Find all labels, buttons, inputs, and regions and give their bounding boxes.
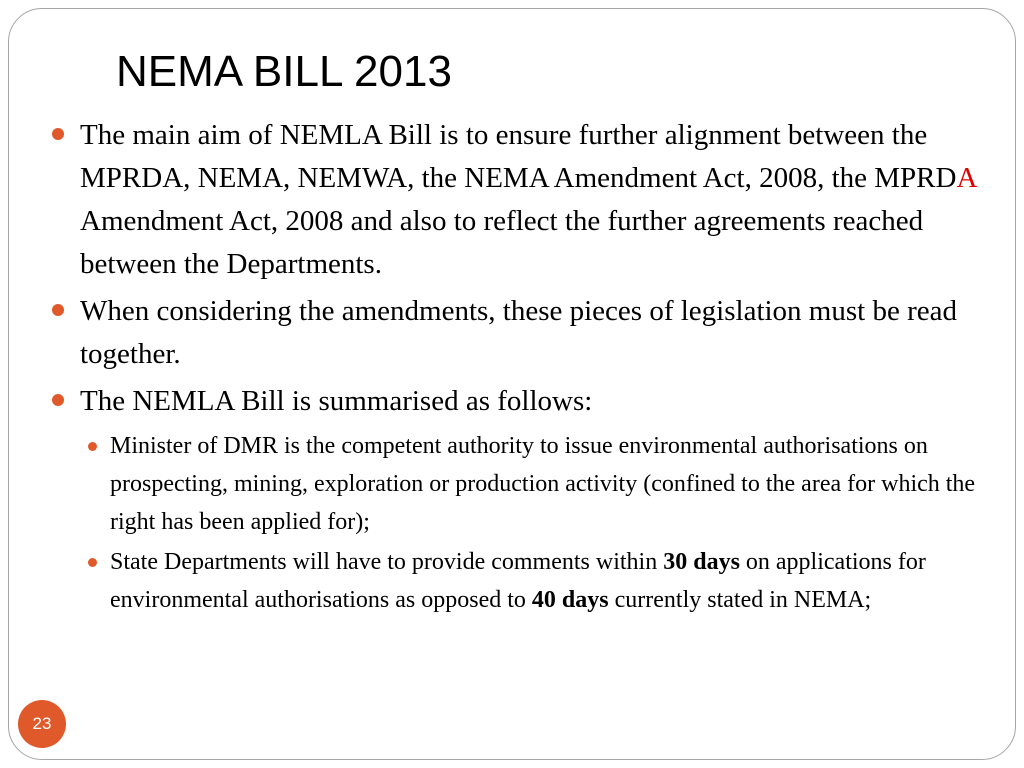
bullet-text: When considering the amendments, these pieces of legislation must be read together.: [80, 295, 957, 370]
bullet-dot-icon: [52, 304, 64, 316]
sub-bullet-text: Minister of DMR is the competent authority to issue environmental authorisations on prospecting, mining, exploration or production activity (confined to the area for which the right has been applied for);: [110, 433, 976, 535]
bullet-text-continued: Amendment Act, 2008 and also to reflect the further agreements reached between the Departments.: [80, 205, 924, 280]
sub-bullet-text: currently stated in NEMA;: [608, 587, 872, 613]
emphasis-30-days: 30 days: [663, 549, 740, 575]
page-number-badge: 23: [18, 700, 66, 748]
bullet-item-amendments: [48, 290, 988, 376]
bullet-text: The NEMLA Bill is summarised as follows:: [80, 385, 593, 417]
sub-bullet-item-comments: [48, 543, 988, 619]
sub-bullet-text: State Departments will have to provide comments within: [110, 549, 664, 575]
sub-bullet-text: on applications for environmental authorisations as opposed to: [110, 549, 926, 613]
bullet-item-summary: [48, 380, 988, 423]
bullet-dot-icon: [52, 394, 64, 406]
highlighted-letter: A: [956, 162, 976, 194]
sub-bullet-item-minister: [48, 427, 988, 541]
emphasis-40-days: 40 days: [531, 587, 609, 613]
sub-bullet-dot-icon: [88, 558, 97, 567]
slide-title: NEMA BILL 2013: [116, 47, 452, 96]
sub-bullet-dot-icon: [88, 442, 97, 451]
bullet-dot-icon: [52, 128, 64, 140]
bullet-item-aim: [48, 114, 988, 286]
bullet-text: The main aim of NEMLA Bill is to ensure further alignment between the MPRDA, NEMA, NEMWA, the NEMA Amendment Act, 2008, the MPRD: [80, 119, 957, 194]
slide-body: [48, 114, 988, 621]
